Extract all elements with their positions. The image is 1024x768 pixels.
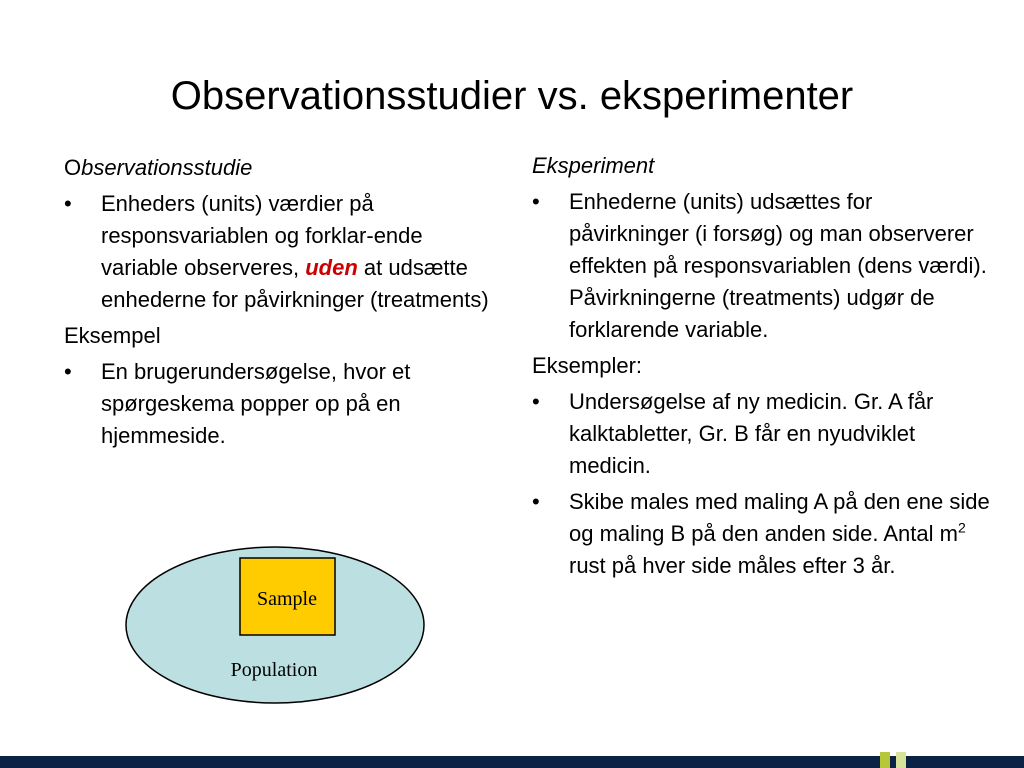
footer-bar <box>0 756 1024 768</box>
observational-study-heading <box>64 152 494 184</box>
examples-bullet-list <box>532 386 992 582</box>
experiment-bullet-list <box>532 186 992 346</box>
bullet-text: Enhederne (units) udsættes for påvirkninger (i forsøg) og man observerer effekten på responsvariablen (dens værdi). Påvirkningerne (treatments) udgør de forklarende variable. <box>569 189 987 342</box>
examples-heading: Eksempler: <box>532 353 643 378</box>
accent-square <box>880 752 890 768</box>
bullet-text: Enheders (units) værdier på responsvariablen og forklar-ende variable observeres, <box>101 191 423 280</box>
observational-bullet-list <box>64 188 494 316</box>
bullet-text: Undersøgelse af ny medicin. Gr. A får kalktabletter, Gr. B får en nyudviklet medicin. <box>569 389 934 478</box>
bullet-text: at udsætte enhederne for påvirkninger (treatments) <box>101 255 489 312</box>
heading-rest: bservationsstudie <box>81 155 253 180</box>
heading-initial: O <box>64 155 82 180</box>
bullet-text: En brugerundersøgelse, hvor et spørgeskema popper op på en hjemmeside. <box>101 359 411 448</box>
sample-label: Sample <box>257 588 317 610</box>
list-item <box>64 356 494 452</box>
bullet-icon: • <box>64 191 72 216</box>
slide-title: Observationsstudier vs. eksperimenter <box>170 74 854 118</box>
population-label: Population <box>230 659 318 681</box>
example-heading: Eksempel <box>64 323 161 348</box>
bullet-icon: • <box>532 489 540 514</box>
accent-square <box>896 752 906 768</box>
bullet-text: rust på hver side måles efter 3 år. <box>569 553 896 578</box>
bullet-icon: • <box>532 389 540 414</box>
list-item <box>64 188 494 316</box>
bullet-icon: • <box>532 189 540 214</box>
list-item <box>532 386 992 482</box>
experiment-heading: Eksperiment <box>532 153 655 178</box>
bullet-icon: • <box>64 359 72 384</box>
example-bullet-list <box>64 356 494 452</box>
list-item <box>532 486 992 582</box>
list-item <box>532 186 992 346</box>
superscript: 2 <box>957 519 966 536</box>
population-sample-diagram <box>124 545 426 705</box>
bullet-text: Skibe males med maling A på den ene side og maling B på den anden side. Antal m <box>569 489 990 546</box>
emphasis-text: uden <box>305 255 358 280</box>
observational-study-column <box>64 152 494 456</box>
experiment-column <box>532 150 992 586</box>
